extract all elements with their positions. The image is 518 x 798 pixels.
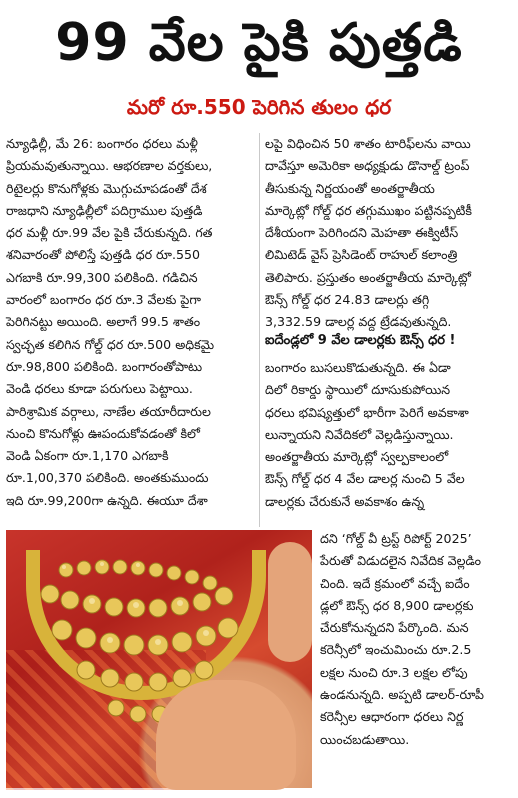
hand <box>156 680 296 790</box>
article-line: ఔన్స్ గోల్డ్ ధర 4 వేల డాలర్ల నుంచి 5 వేల <box>265 471 465 487</box>
article-line: దిలో రికార్డు స్థాయిలో దూసుకుపోయిన <box>265 382 451 398</box>
article-line: ఉండనున్నది. అప్పటి డాలర్-రూపీ <box>320 687 484 703</box>
article-line: ఇది రూ.99,200గా ఉన్నది. ఈయూ దేశా <box>6 492 208 508</box>
article-line: యించబడుతాయి. <box>320 731 410 747</box>
article-line: వెండి ధరలు కూడా పరుగులు పెట్టాయి. <box>6 381 193 397</box>
article-line: శనివారంతో పోలిస్తే పుత్తడి ధర రూ.550 <box>6 247 200 263</box>
article-line: పేరుతో విడుదలైన నివేదిక వెల్లడిం <box>320 553 482 569</box>
article-line: బంగారం బుసలుకొడుతున్నది. ఈ ఏడా <box>265 360 451 375</box>
article-line: వారంలో బంగారం ధర రూ.3 వేలకు పైగా <box>6 292 201 308</box>
article-line: లున్నాయని నివేదికలో వెల్లడిస్తున్నాయి. <box>265 426 454 442</box>
subheadline: మరో రూ.550 పెరిగిన తులం ధర <box>126 95 392 119</box>
article-line: లిమిటెడ్ వైస్ ప్రెసిడెంట్ రాహుల్ కలాంత్రి <box>265 247 458 263</box>
article-line: డ్లలో ఔన్స్ ధర 8,900 డాలర్లకు <box>320 597 474 613</box>
article-line: ఎగబాకి రూ.99,300 పలికింది. గడిచిన <box>6 269 198 285</box>
article-line: స్వచ్ఛత కలిగిన గోల్డ్ ధర రూ.500 అధికమై <box>6 336 215 352</box>
gold-necklace-photo <box>6 530 312 788</box>
article-line: పారిశ్రామిక వర్గాలు, నాణేల తయారీదారుల <box>6 403 211 419</box>
article-line: అంతర్జాతీయ మార్కెట్లో స్వల్పకాలంలో <box>265 449 449 465</box>
article-line: ప్రియమవుతున్నాయి. ఆభరణాల వర్తకులు, <box>6 158 213 174</box>
article-line: దావేస్తూ అమెరికా అధ్యక్షుడు డొనాల్డ్ ట్రంప్ <box>265 158 470 174</box>
article-line: తీసుకున్న నిర్ణయంతో అంతర్జాతీయ <box>265 180 435 196</box>
article-line: పెరిగినట్టు అయింది. అలాగే 99.5 శాతం <box>6 314 201 330</box>
article-line: రాజధాని న్యూఢిల్లీలో పదిగ్రాముల పుత్తడి <box>6 202 203 218</box>
article-line: లపై విధించిన 50 శాతం టారిఫ్‌లను వాయి <box>265 136 471 151</box>
article-line: తెలిపారు. ప్రస్తుతం అంతర్జాతీయ మార్కెట్లో <box>265 269 471 285</box>
article-line: కరెన్సీలో ఇంచుమించు రూ.2.5 <box>320 642 472 658</box>
article-line: 3,332.59 డాలర్ల వద్ద ట్రేడవుతున్నది. <box>265 314 452 330</box>
headline: 99 వేల పైకి పుత్తడి <box>55 13 463 73</box>
section-subheading: ఐదేండ్లలో 9 వేల డాలర్లకు ఔన్స్ ధర ! <box>265 333 456 348</box>
article-line: కరెన్సీల ఆధారంగా ధరలు నిర్ణ <box>320 709 464 725</box>
article-line: ఔన్స్ గోల్డ్ ధర 24.83 డాలర్లు తగ్గి <box>265 292 430 308</box>
hand <box>268 542 312 662</box>
article-line: దేశీయంగా పెరిగిందని మెహతా ఈక్విటీస్ <box>265 225 459 241</box>
article-line: ధరలు భవిష్యత్తులో భారీగా పెరిగే అవకాశా <box>265 404 469 420</box>
article-line: న్యూఢిల్లీ, మే 26: బంగారం ధరలు మళ్లీ <box>6 136 198 151</box>
article-line: వెండి ఏకంగా రూ.1,170 ఎగబాకి <box>6 448 169 464</box>
column-divider <box>259 133 260 527</box>
article-line: ధర మళ్లీ రూ.99 వేల పైకి చేరుకున్నది. గత <box>6 225 213 241</box>
article-column-right-top <box>265 133 513 330</box>
article-line: డాలర్లకు చేరుకునే అవకాశం ఉన్న <box>265 493 425 509</box>
article-line: చేరుకోనున్నదని పేర్కొంది. మన <box>320 620 469 636</box>
article-line: లక్షల నుంచి రూ.3 లక్షల లోపు <box>320 664 468 680</box>
article-line: రిటైలర్లు కొనుగోళ్లకు మొగ్గుచూపడంతో దేశ <box>6 180 207 196</box>
article-line: రూ.1,00,370 పలికింది. అంతకుముందు <box>6 470 209 486</box>
article-line: దని ‘గోల్డ్ వీ ట్రస్ట్ రిపోర్ట్ 2025’ <box>320 531 472 546</box>
article-line: నుంచి కొనుగోళ్లు ఊపందుకోవడంతో కిలో <box>6 425 201 441</box>
article-column-right-bottom <box>320 528 513 778</box>
article-line: చింది. ఇదే క్రమంలో వచ్చే ఐదేం <box>320 575 470 591</box>
article-line: రూ.98,800 పలికింది. బంగారంతోపాటు <box>6 358 203 374</box>
article-line: మార్కెట్లో గోల్డ్ ధర తగ్గుముఖం పట్టినప్పటికీ <box>265 202 472 218</box>
article-column-left <box>6 133 256 528</box>
article-column-right-mid <box>265 357 513 525</box>
